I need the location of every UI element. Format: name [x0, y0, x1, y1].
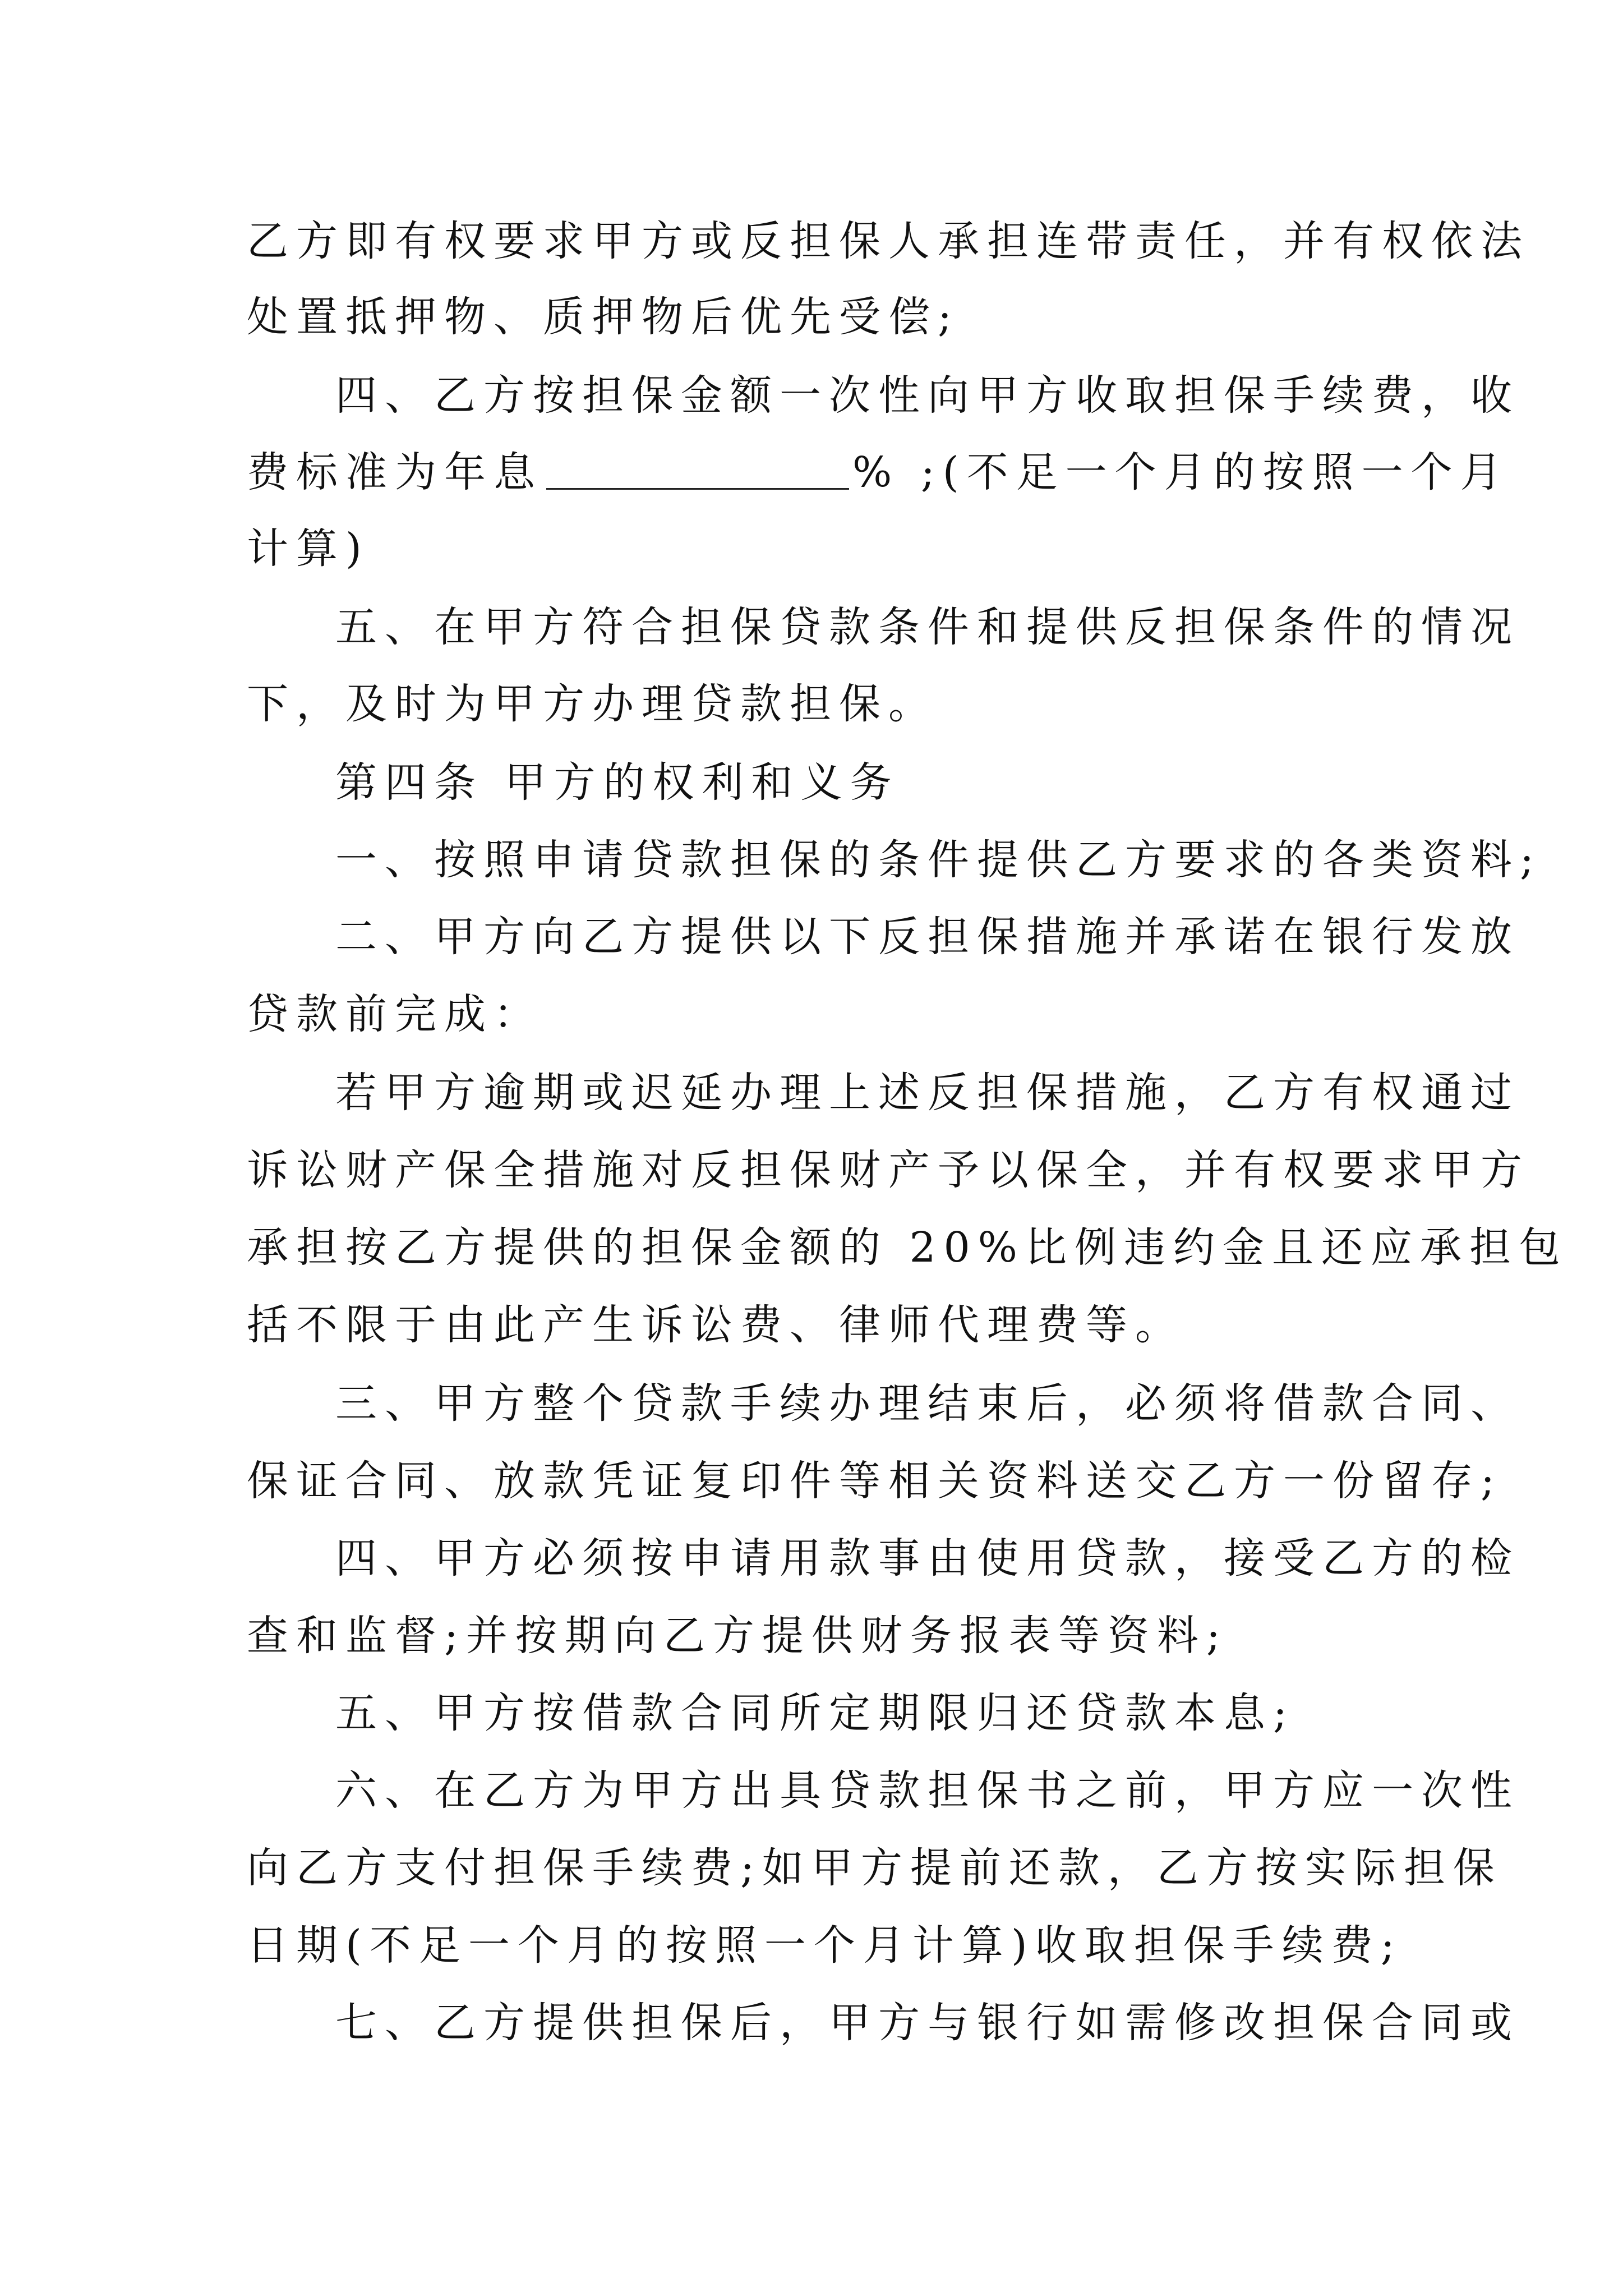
- fee-rate-line: [247, 444, 1510, 500]
- paragraph-line: 若甲方逾期或迟延办理上述反担保措施，乙方有权通过: [335, 1069, 1520, 1117]
- text-line: 乙方即有权要求甲方或反担保人承担连带责任，并有权依法: [247, 217, 1530, 265]
- paragraph-line: 七、乙方提供担保后，甲方与银行如需修改担保合同或: [335, 1999, 1520, 2047]
- text-line: 诉讼财产保全措施对反担保财产予以保全，并有权要求甲方: [247, 1146, 1530, 1194]
- paragraph-line: 四、甲方必须按申请用款事由使用贷款，接受乙方的检: [335, 1534, 1520, 1582]
- paragraph-line: 一、按照申请贷款担保的条件提供乙方要求的各类资料;: [335, 836, 1542, 884]
- text-line: 保证合同、放款凭证复印件等相关资料送交乙方一份留存;: [247, 1457, 1502, 1505]
- text-line: 承担按乙方提供的担保金额的 20%比例违约金且还应承担包: [247, 1223, 1568, 1272]
- text-fragment: % ;(不足一个月的按照一个月: [852, 448, 1510, 496]
- paragraph-line: 二、甲方向乙方提供以下反担保措施并承诺在银行发放: [335, 913, 1520, 961]
- paragraph-line: 五、甲方按借款合同所定期限归还贷款本息;: [335, 1689, 1295, 1737]
- paragraph-line: 六、在乙方为甲方出具贷款担保书之前，甲方应一次性: [335, 1766, 1520, 1815]
- text-line: 括不限于由此产生诉讼费、律师代理费等。: [247, 1301, 1184, 1349]
- text-line: 计算): [247, 524, 370, 573]
- text-line: 查和监督;并按期向乙方提供财务报表等资料;: [247, 1612, 1228, 1660]
- text-line: 向乙方支付担保手续费;如甲方提前还款，乙方按实际担保: [247, 1844, 1502, 1892]
- paragraph-line: 四、乙方按担保金额一次性向甲方收取担保手续费，收: [335, 371, 1520, 420]
- fill-in-blank: [546, 449, 849, 490]
- section-heading: 第四条 甲方的权利和义务: [335, 758, 900, 807]
- text-line: 下，及时为甲方办理贷款担保。: [247, 680, 938, 728]
- text-line: 处置抵押物、质押物后优先受偿;: [247, 293, 960, 341]
- text-fragment: 费标准为年息: [247, 448, 543, 496]
- text-line: 贷款前完成：: [247, 990, 543, 1038]
- text-line: 日期(不足一个月的按照一个月计算)收取担保手续费;: [247, 1921, 1403, 1970]
- paragraph-line: 三、甲方整个贷款手续办理结束后，必须将借款合同、: [335, 1379, 1520, 1428]
- paragraph-line: 五、在甲方符合担保贷款条件和提供反担保条件的情况: [335, 603, 1520, 651]
